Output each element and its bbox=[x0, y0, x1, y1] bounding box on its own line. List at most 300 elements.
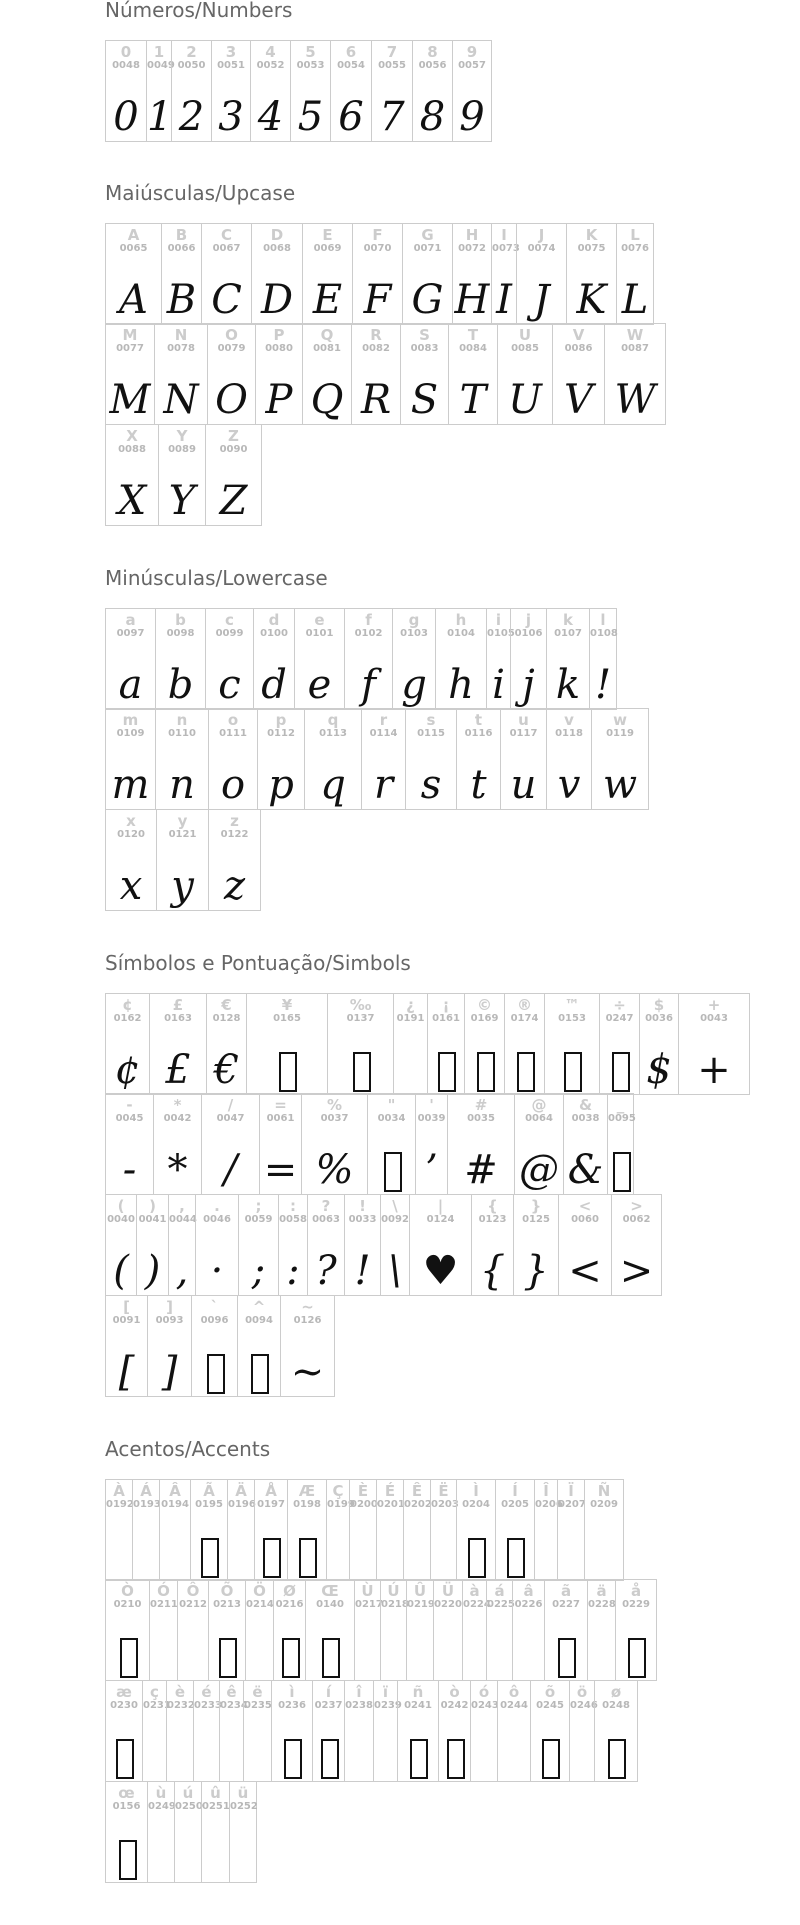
glyph-cell bbox=[155, 608, 206, 710]
glyph-character-label: ö bbox=[576, 1683, 588, 1701]
glyph-character-label: I bbox=[501, 226, 507, 244]
glyph-character-label: í bbox=[325, 1683, 332, 1701]
missing-glyph-box-icon bbox=[542, 1739, 560, 1779]
glyph-code-label: 0207 bbox=[558, 1499, 586, 1510]
glyph-sample: ; bbox=[251, 1248, 266, 1294]
glyph-cell bbox=[497, 323, 553, 425]
glyph-character-label: > bbox=[630, 1197, 643, 1215]
missing-glyph-box-icon bbox=[410, 1739, 428, 1779]
glyph-code-label: 0106 bbox=[514, 628, 543, 639]
glyph-cell bbox=[105, 424, 159, 526]
glyph-code-label: 0110 bbox=[168, 728, 196, 739]
glyph-code-label: 0232 bbox=[167, 1700, 195, 1711]
missing-glyph-box-icon bbox=[279, 1052, 297, 1092]
glyph-grid bbox=[105, 608, 795, 911]
glyph-code-label: 0244 bbox=[500, 1700, 528, 1711]
glyph-cell bbox=[344, 608, 393, 710]
glyph-code-label: 0083 bbox=[410, 343, 439, 354]
glyph-code-label: 0199 bbox=[327, 1499, 355, 1510]
glyph-character-label: ê bbox=[226, 1683, 237, 1701]
glyph-character-label: @ bbox=[531, 1096, 547, 1114]
glyph-code-label: 0102 bbox=[354, 628, 383, 639]
glyph-code-label: 0064 bbox=[525, 1113, 553, 1124]
glyph-sample: J bbox=[533, 277, 550, 323]
glyph-sample: h bbox=[448, 662, 474, 708]
glyph-code-label: 0037 bbox=[320, 1113, 349, 1124]
glyph-code-label: 0059 bbox=[244, 1214, 273, 1225]
glyph-sample: € bbox=[213, 1047, 240, 1093]
glyph-character-label: : bbox=[290, 1197, 296, 1215]
missing-glyph-box-icon bbox=[201, 1538, 219, 1578]
glyph-character-label: È bbox=[357, 1482, 369, 1500]
glyph-character-label: V bbox=[572, 326, 585, 344]
glyph-cell bbox=[206, 993, 247, 1095]
glyph-cell bbox=[448, 323, 498, 425]
missing-glyph-box-icon bbox=[507, 1538, 525, 1578]
glyph-code-label: 0056 bbox=[418, 60, 447, 71]
glyph-cell bbox=[156, 809, 209, 911]
glyph-cell bbox=[136, 1194, 169, 1296]
glyph-character-label: \ bbox=[392, 1197, 398, 1215]
glyph-character-label: € bbox=[221, 996, 232, 1014]
glyph-character-label: ! bbox=[359, 1197, 366, 1215]
glyph-cell bbox=[191, 1295, 238, 1397]
missing-glyph-box-icon bbox=[299, 1538, 317, 1578]
glyph-sample: e bbox=[307, 662, 332, 708]
glyph-cell bbox=[344, 1680, 374, 1782]
glyph-cell bbox=[177, 1579, 209, 1681]
glyph-row bbox=[105, 324, 795, 425]
glyph-grid bbox=[105, 40, 795, 141]
glyph-cell bbox=[678, 993, 750, 1095]
glyph-character-label: ã bbox=[560, 1582, 572, 1600]
glyph-sample: ♥ bbox=[422, 1248, 459, 1294]
glyph-cell bbox=[530, 1680, 570, 1782]
glyph-character-label: © bbox=[477, 996, 492, 1014]
glyph-character-label: Ò bbox=[121, 1582, 134, 1600]
glyph-sample: n bbox=[169, 762, 195, 808]
glyph-sample: m bbox=[111, 762, 150, 808]
glyph-code-label: 0125 bbox=[522, 1214, 550, 1225]
glyph-character-label: | bbox=[437, 1197, 444, 1215]
glyph-sample: ’ bbox=[425, 1147, 438, 1193]
glyph-character-label: l bbox=[600, 611, 606, 629]
glyph-character-label: u bbox=[518, 711, 529, 729]
glyph-cell bbox=[278, 1194, 308, 1296]
glyph-code-label: 0210 bbox=[113, 1599, 142, 1610]
glyph-character-label: n bbox=[176, 711, 188, 729]
glyph-cell bbox=[376, 1479, 404, 1581]
glyph-code-label: 0247 bbox=[605, 1013, 634, 1024]
glyph-sample: ~ bbox=[290, 1349, 325, 1395]
glyph-code-label: 0220 bbox=[434, 1599, 462, 1610]
glyph-code-label: 0060 bbox=[571, 1214, 599, 1225]
section-title: Minúsculas/Lowercase bbox=[105, 566, 328, 590]
glyph-code-label: 0036 bbox=[645, 1013, 673, 1024]
glyph-code-label: 0065 bbox=[119, 243, 148, 254]
glyph-sample: Y bbox=[168, 478, 196, 524]
glyph-cell bbox=[280, 1295, 335, 1397]
glyph-cell bbox=[105, 1680, 143, 1782]
glyph-code-label: 0196 bbox=[228, 1499, 256, 1510]
glyph-sample: k bbox=[555, 662, 581, 708]
glyph-code-label: 0040 bbox=[107, 1214, 135, 1225]
glyph-character-label: { bbox=[487, 1197, 498, 1215]
glyph-character-label: + bbox=[707, 996, 721, 1014]
glyph-cell bbox=[447, 1093, 515, 1195]
glyph-character-label: h bbox=[455, 611, 467, 629]
glyph-cell bbox=[237, 1295, 281, 1397]
glyph-cell bbox=[352, 223, 403, 325]
glyph-code-label: 0161 bbox=[432, 1013, 460, 1024]
glyph-character-label: f bbox=[365, 611, 372, 629]
glyph-row bbox=[105, 1681, 795, 1782]
glyph-sample: \ bbox=[388, 1248, 402, 1294]
missing-glyph-box-icon bbox=[517, 1052, 535, 1092]
glyph-cell bbox=[105, 40, 147, 142]
glyph-cell bbox=[166, 1680, 194, 1782]
glyph-character-label: k bbox=[563, 611, 573, 629]
missing-glyph-box-icon bbox=[282, 1638, 300, 1678]
glyph-sample: c bbox=[218, 662, 241, 708]
glyph-cell bbox=[326, 1479, 355, 1581]
glyph-code-label: 0095 bbox=[608, 1113, 636, 1124]
glyph-code-label: 0070 bbox=[363, 243, 392, 254]
glyph-character-label: C bbox=[220, 226, 232, 244]
glyph-sample: R bbox=[360, 377, 392, 423]
glyph-row bbox=[105, 40, 795, 141]
glyph-character-label: ™ bbox=[564, 996, 580, 1014]
glyph-character-label: L bbox=[630, 226, 640, 244]
glyph-character-label: d bbox=[268, 611, 280, 629]
glyph-cell bbox=[105, 1479, 133, 1581]
glyph-sample: 9 bbox=[459, 94, 485, 140]
glyph-cell bbox=[566, 223, 617, 325]
glyph-code-label: 0114 bbox=[369, 728, 398, 739]
glyph-sample: ) bbox=[144, 1248, 161, 1294]
missing-glyph-box-icon bbox=[384, 1152, 402, 1192]
glyph-cell bbox=[367, 1093, 416, 1195]
glyph-cell bbox=[219, 1680, 248, 1782]
glyph-cell bbox=[190, 1479, 228, 1581]
missing-glyph-box-icon bbox=[447, 1739, 465, 1779]
glyph-sample: } bbox=[523, 1248, 549, 1294]
glyph-code-label: 0205 bbox=[501, 1499, 529, 1510]
glyph-cell bbox=[430, 1479, 457, 1581]
glyph-sample: x bbox=[119, 863, 143, 909]
glyph-code-label: 0092 bbox=[381, 1214, 409, 1225]
section-title: Números/Numbers bbox=[105, 0, 293, 22]
glyph-character-label: ] bbox=[166, 1298, 173, 1316]
glyph-row bbox=[105, 608, 795, 709]
glyph-character-label: æ bbox=[116, 1683, 132, 1701]
glyph-character-label: ä bbox=[596, 1582, 607, 1600]
glyph-cell bbox=[147, 1295, 192, 1397]
glyph-code-label: 0066 bbox=[167, 243, 196, 254]
glyph-sample: y bbox=[171, 863, 194, 909]
glyph-cell bbox=[497, 1680, 531, 1782]
glyph-sample: · bbox=[210, 1248, 224, 1294]
glyph-row bbox=[105, 1580, 795, 1681]
glyph-cell bbox=[604, 323, 666, 425]
glyph-character-label: ü bbox=[237, 1784, 249, 1802]
glyph-character-label: 7 bbox=[386, 43, 398, 61]
glyph-code-label: 0246 bbox=[570, 1700, 598, 1711]
glyph-character-label: M bbox=[122, 326, 138, 344]
missing-glyph-box-icon bbox=[284, 1739, 302, 1779]
glyph-sample: a bbox=[118, 662, 143, 708]
glyph-sample: U bbox=[508, 377, 542, 423]
glyph-cell bbox=[415, 1093, 448, 1195]
glyph-sample: 3 bbox=[218, 94, 244, 140]
glyph-character-label: Í bbox=[512, 1482, 518, 1500]
glyph-character-label: / bbox=[227, 1096, 234, 1114]
glyph-character-label: ( bbox=[117, 1197, 125, 1215]
glyph-sample: u bbox=[510, 762, 537, 808]
glyph-character-label: . bbox=[214, 1197, 220, 1215]
glyph-character-label: v bbox=[564, 711, 574, 729]
missing-glyph-box-icon bbox=[207, 1354, 225, 1394]
glyph-character-label: W bbox=[626, 326, 644, 344]
glyph-code-label: 0061 bbox=[266, 1113, 295, 1124]
glyph-cell bbox=[105, 708, 156, 810]
glyph-sample: w bbox=[602, 762, 638, 808]
glyph-code-label: 0044 bbox=[169, 1214, 197, 1225]
glyph-cell bbox=[146, 40, 175, 142]
glyph-code-label: 0213 bbox=[213, 1599, 241, 1610]
glyph-code-label: 0124 bbox=[426, 1214, 455, 1225]
missing-glyph-box-icon bbox=[251, 1354, 269, 1394]
glyph-code-label: 0192 bbox=[106, 1499, 134, 1510]
glyph-code-label: 0085 bbox=[511, 343, 539, 354]
glyph-code-label: 0117 bbox=[509, 728, 538, 739]
glyph-character-label: * bbox=[173, 1096, 182, 1114]
glyph-cell bbox=[569, 1680, 598, 1782]
glyph-character-label: Â bbox=[169, 1482, 181, 1500]
glyph-character-label: 2 bbox=[186, 43, 197, 61]
glyph-sample: z bbox=[223, 863, 246, 909]
glyph-cell bbox=[403, 1479, 431, 1581]
glyph-cell bbox=[227, 1479, 255, 1581]
glyph-code-label: 0071 bbox=[413, 243, 442, 254]
glyph-cell bbox=[406, 1579, 434, 1681]
glyph-character-label: ¢ bbox=[122, 996, 133, 1014]
glyph-character-label: q bbox=[327, 711, 339, 729]
glyph-cell bbox=[639, 993, 679, 1095]
glyph-character-label: À bbox=[113, 1482, 125, 1500]
glyph-cell bbox=[257, 708, 305, 810]
glyph-cell bbox=[243, 1680, 272, 1782]
glyph-character-label: 1 bbox=[153, 43, 165, 61]
glyph-sample: Q bbox=[310, 377, 344, 423]
glyph-cell bbox=[591, 708, 649, 810]
glyph-cell bbox=[159, 1479, 191, 1581]
glyph-code-label: 0039 bbox=[417, 1113, 446, 1124]
glyph-character-label: Ô bbox=[186, 1582, 200, 1600]
glyph-cell bbox=[373, 1680, 402, 1782]
glyph-code-label: 0075 bbox=[577, 243, 606, 254]
glyph-code-label: 0137 bbox=[346, 1013, 375, 1024]
missing-glyph-box-icon bbox=[612, 1052, 630, 1092]
glyph-character-label: 8 bbox=[427, 43, 438, 61]
glyph-character-label: t bbox=[474, 711, 483, 729]
glyph-cell bbox=[514, 1093, 564, 1195]
glyph-character-label: Ñ bbox=[597, 1482, 611, 1500]
glyph-cell bbox=[611, 1194, 662, 1296]
glyph-cell bbox=[438, 1680, 471, 1782]
glyph-character-label: Z bbox=[228, 427, 239, 445]
missing-glyph-box-icon bbox=[564, 1052, 582, 1092]
glyph-code-label: 0105 bbox=[487, 628, 515, 639]
glyph-cell bbox=[456, 708, 501, 810]
glyph-cell bbox=[470, 1680, 498, 1782]
glyph-character-label: F bbox=[372, 226, 383, 244]
glyph-character-label: ¡ bbox=[442, 996, 450, 1014]
glyph-code-label: 0046 bbox=[203, 1214, 231, 1225]
glyph-character-label: Ù bbox=[361, 1582, 374, 1600]
glyph-code-label: 0123 bbox=[478, 1214, 507, 1225]
glyph-cell bbox=[563, 1093, 608, 1195]
glyph-character-label: Œ bbox=[321, 1582, 339, 1600]
glyph-sample: * bbox=[167, 1147, 188, 1193]
glyph-code-label: 0209 bbox=[590, 1499, 618, 1510]
glyph-code-label: 0080 bbox=[265, 343, 293, 354]
glyph-cell bbox=[105, 323, 155, 425]
glyph-cell bbox=[312, 1680, 345, 1782]
glyph-code-label: 0097 bbox=[116, 628, 145, 639]
glyph-cell bbox=[452, 40, 492, 142]
glyph-sample: X bbox=[117, 478, 147, 524]
glyph-character-label: G bbox=[421, 226, 434, 244]
glyph-cell bbox=[201, 1781, 230, 1883]
glyph-character-label: É bbox=[384, 1482, 396, 1500]
glyph-character-label: ó bbox=[478, 1683, 490, 1701]
glyph-sample: K bbox=[576, 277, 607, 323]
glyph-code-label: 0203 bbox=[431, 1499, 459, 1510]
glyph-cell bbox=[193, 1680, 220, 1782]
glyph-sample: , bbox=[175, 1248, 189, 1294]
glyph-row bbox=[105, 709, 795, 810]
glyph-character-label: ë bbox=[252, 1683, 263, 1701]
glyph-sample: t bbox=[470, 762, 487, 808]
glyph-cell bbox=[246, 993, 328, 1095]
glyph-cell bbox=[154, 323, 208, 425]
glyph-character-label: O bbox=[225, 326, 238, 344]
glyph-code-label: 0112 bbox=[267, 728, 295, 739]
glyph-row bbox=[105, 1782, 795, 1883]
glyph-character-label: ñ bbox=[412, 1683, 424, 1701]
glyph-code-label: 0041 bbox=[138, 1214, 167, 1225]
glyph-character-label: z bbox=[230, 812, 239, 830]
glyph-code-label: 0126 bbox=[293, 1315, 322, 1326]
missing-glyph-box-icon bbox=[438, 1052, 456, 1092]
glyph-character-label: õ bbox=[544, 1683, 556, 1701]
glyph-cell bbox=[486, 1579, 513, 1681]
glyph-sample: $ bbox=[646, 1047, 672, 1093]
glyph-cell bbox=[380, 1194, 410, 1296]
glyph-cell bbox=[105, 1781, 148, 1883]
glyph-character-label: A bbox=[127, 226, 140, 244]
glyph-cell bbox=[208, 1579, 246, 1681]
glyph-character-label: Ë bbox=[438, 1482, 449, 1500]
glyph-cell bbox=[105, 809, 157, 911]
glyph-code-label: 0054 bbox=[337, 60, 365, 71]
glyph-cell bbox=[105, 1295, 148, 1397]
glyph-cell bbox=[471, 1194, 514, 1296]
glyph-character-label: ~ bbox=[301, 1298, 314, 1316]
glyph-character-label: û bbox=[210, 1784, 221, 1802]
glyph-code-label: 0234 bbox=[220, 1700, 248, 1711]
glyph-sample: M bbox=[109, 377, 151, 423]
glyph-sample: D bbox=[260, 277, 294, 323]
glyph-character-label: ô bbox=[508, 1683, 520, 1701]
glyph-code-label: 0111 bbox=[219, 728, 247, 739]
missing-glyph-box-icon bbox=[608, 1739, 626, 1779]
missing-glyph-box-icon bbox=[219, 1638, 237, 1678]
glyph-cell bbox=[544, 1579, 588, 1681]
glyph-character-label: Û bbox=[413, 1582, 427, 1600]
glyph-sample: r bbox=[373, 762, 394, 808]
glyph-cell bbox=[245, 1579, 274, 1681]
glyph-code-label: 0050 bbox=[177, 60, 206, 71]
glyph-sample: 2 bbox=[178, 94, 205, 140]
glyph-character-label: 5 bbox=[305, 43, 316, 61]
glyph-cell bbox=[201, 1093, 260, 1195]
glyph-code-label: 0120 bbox=[117, 829, 145, 840]
glyph-code-label: 0073 bbox=[492, 243, 520, 254]
glyph-cell bbox=[486, 608, 515, 710]
glyph-code-label: 0128 bbox=[212, 1013, 241, 1024]
glyph-sample: % bbox=[315, 1147, 354, 1193]
glyph-code-label: 0074 bbox=[527, 243, 556, 254]
glyph-sample: T bbox=[459, 377, 487, 423]
glyph-character-label: S bbox=[419, 326, 430, 344]
glyph-row bbox=[105, 1094, 795, 1195]
glyph-cell bbox=[599, 993, 640, 1095]
glyph-cell bbox=[155, 708, 209, 810]
glyph-code-label: 0229 bbox=[622, 1599, 650, 1610]
glyph-sample: ¢ bbox=[114, 1047, 141, 1093]
glyph-code-label: 0091 bbox=[112, 1315, 141, 1326]
glyph-code-label: 0239 bbox=[374, 1700, 402, 1711]
glyph-character-label: 3 bbox=[225, 43, 237, 61]
glyph-character-label: ç bbox=[150, 1683, 159, 1701]
glyph-code-label: 0119 bbox=[606, 728, 634, 739]
glyph-character-label: % bbox=[326, 1096, 343, 1114]
glyph-character-label: Ã bbox=[203, 1482, 215, 1500]
glyph-code-label: 0079 bbox=[217, 343, 246, 354]
glyph-cell bbox=[273, 1579, 306, 1681]
glyph-cell bbox=[205, 608, 254, 710]
glyph-cell bbox=[361, 708, 406, 810]
missing-glyph-box-icon bbox=[477, 1052, 495, 1092]
glyph-code-label: 0051 bbox=[217, 60, 245, 71]
glyph-cell bbox=[587, 1579, 616, 1681]
glyph-cell bbox=[435, 608, 487, 710]
glyph-sample: B bbox=[166, 277, 197, 323]
glyph-code-label: 0248 bbox=[602, 1700, 630, 1711]
missing-glyph-box-icon bbox=[322, 1638, 340, 1678]
glyph-character-label: g bbox=[408, 611, 420, 629]
glyph-character-label: ^ bbox=[252, 1298, 266, 1316]
glyph-cell bbox=[208, 708, 258, 810]
glyph-cell bbox=[168, 1194, 196, 1296]
glyph-character-label: < bbox=[578, 1197, 592, 1215]
glyph-sample: & bbox=[567, 1147, 604, 1193]
glyph-cell bbox=[344, 1194, 381, 1296]
glyph-cell bbox=[456, 1479, 496, 1581]
glyph-cell bbox=[250, 40, 291, 142]
